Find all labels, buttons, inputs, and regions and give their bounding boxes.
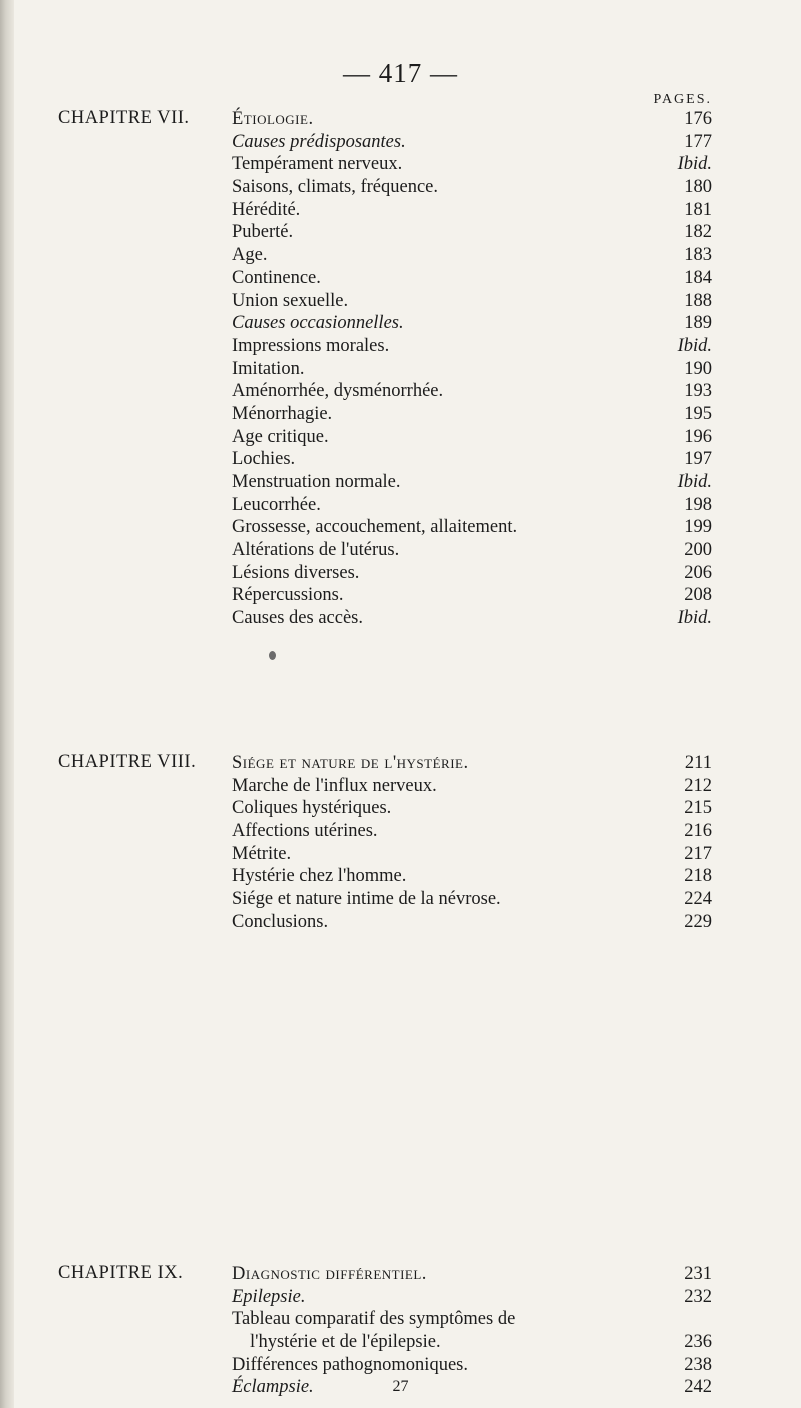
toc-entry: [232, 312, 712, 335]
chapter-entries: [232, 752, 712, 934]
entry-page: 206: [684, 562, 712, 583]
entry-title: Lochies.: [232, 449, 296, 470]
entry-page: 196: [684, 426, 712, 447]
toc-entry: [232, 199, 712, 222]
entry-title: Age critique.: [232, 426, 329, 447]
entry-title: Tableau comparatif des symptômes de: [232, 1309, 516, 1330]
entry-page: Ibid.: [677, 154, 712, 175]
entry-page: 224: [684, 889, 712, 910]
entry-title: Puberté.: [232, 222, 294, 243]
toc-entry: [232, 358, 712, 381]
entry-title: Métrite.: [232, 843, 292, 864]
entry-page: 208: [684, 585, 712, 606]
entry-title: Causes prédisposantes.: [232, 131, 406, 152]
chapter-label: CHAPITRE VII.: [58, 108, 190, 128]
entry-title: Saisons, climats, fréquence.: [232, 177, 439, 198]
entry-title: Conclusions.: [232, 911, 329, 932]
toc-entry: [232, 562, 712, 585]
entry-title: Répercussions.: [232, 585, 344, 606]
entry-page: 215: [684, 798, 712, 819]
entry-page: 218: [684, 866, 712, 887]
toc-entry: [232, 131, 712, 154]
entry-title: Siége et nature intime de la névrose.: [232, 889, 501, 910]
toc-entry: [232, 1286, 712, 1309]
toc-entry: [232, 865, 712, 888]
entry-page: 232: [684, 1286, 712, 1307]
page-number: — 417 —: [343, 58, 458, 88]
toc-entry: [232, 775, 712, 798]
toc-entry: [232, 380, 712, 403]
entry-page: Ibid.: [677, 608, 712, 629]
entry-title: Causes des accès.: [232, 608, 363, 629]
entry-page: 199: [684, 517, 712, 538]
entry-page: 180: [684, 177, 712, 198]
entry-title: Menstruation normale.: [232, 472, 401, 492]
entry-page: 197: [684, 449, 712, 470]
entry-title: Ménorrhagie.: [232, 403, 333, 424]
toc-entry: [232, 797, 712, 820]
entry-page: 200: [684, 540, 712, 561]
entry-page: Ibid.: [677, 472, 712, 492]
entry-title: Hystérie chez l'homme.: [232, 866, 407, 887]
entry-title: Age.: [232, 245, 268, 266]
chapter-label: CHAPITRE IX.: [58, 1263, 184, 1283]
entry-title: Tempérament nerveux.: [232, 154, 403, 175]
entry-title: Aménorrhée, dysménorrhée.: [232, 381, 444, 402]
toc-entry: [232, 403, 712, 426]
toc-entry: [232, 335, 712, 358]
toc-entry: [232, 108, 712, 131]
entry-title: Causes occasionnelles.: [232, 313, 404, 334]
toc-entry: [232, 843, 712, 866]
toc-entry: [232, 221, 712, 244]
entry-title: Hérédité.: [232, 199, 301, 220]
toc-entry: [232, 471, 712, 494]
toc-entry: [232, 584, 712, 607]
entry-title: Epilepsie.: [232, 1286, 306, 1307]
toc-entry: [232, 888, 712, 911]
entry-page: 188: [684, 290, 712, 311]
entry-title: Lésions diverses.: [232, 562, 360, 583]
entry-page: 177: [684, 131, 712, 152]
toc-entry: [232, 1308, 712, 1331]
toc-entry: [232, 1331, 712, 1354]
entry-page: 238: [684, 1354, 712, 1375]
entry-page: 198: [684, 494, 712, 515]
toc-entry: [232, 448, 712, 471]
toc-entry: [232, 607, 712, 630]
toc-entry: [232, 539, 712, 562]
toc-entry: [232, 267, 712, 290]
entry-title: Union sexuelle.: [232, 290, 349, 311]
chapter-label: CHAPITRE VIII.: [58, 752, 197, 772]
entry-title: Éclampsie.: [232, 1377, 314, 1398]
entry-page: 212: [684, 775, 712, 796]
margin-ink-dot: [269, 651, 276, 660]
entry-title: Siége et nature de l'hystérie.: [232, 753, 469, 773]
entry-page: Ibid.: [677, 335, 712, 356]
entry-title: Différences pathognomoniques.: [232, 1354, 468, 1375]
pages-column-header: PAGES.: [653, 92, 712, 107]
entry-title: Diagnostic différentiel.: [232, 1264, 427, 1284]
entry-page: 176: [684, 109, 712, 129]
chapter-entries: [232, 108, 712, 630]
toc-entry: [232, 290, 712, 313]
entry-title: Marche de l'influx nerveux.: [232, 775, 437, 796]
entry-title: l'hystérie et de l'épilepsie.: [250, 1332, 441, 1353]
entry-title: Leucorrhée.: [232, 494, 321, 515]
entry-page: 183: [684, 245, 712, 266]
entry-title: Altérations de l'utérus.: [232, 540, 400, 561]
toc-entry: [232, 1263, 712, 1286]
entry-page: 181: [684, 199, 712, 220]
toc-entry: [232, 244, 712, 267]
toc-entry: [232, 153, 712, 176]
entry-title: Coliques hystériques.: [232, 798, 392, 819]
toc-entry: [232, 176, 712, 199]
entry-page: 229: [684, 911, 712, 932]
entry-page: 242: [684, 1377, 712, 1398]
entry-page: 217: [684, 843, 712, 864]
entry-page: 184: [684, 267, 712, 288]
page-gutter-edge: [0, 0, 14, 1408]
toc-entry: [232, 820, 712, 843]
entry-page: 189: [684, 313, 712, 334]
entry-page: 193: [684, 381, 712, 402]
entry-title: Étiologie.: [232, 109, 314, 129]
entry-page: 211: [684, 753, 712, 773]
entry-title: Imitation.: [232, 358, 305, 379]
entry-page: 190: [684, 358, 712, 379]
entry-page: 216: [684, 821, 712, 842]
entry-title: Impressions morales.: [232, 335, 390, 356]
entry-title: Affections utérines.: [232, 821, 378, 842]
signature-mark: 27: [392, 1378, 409, 1395]
toc-entry: [232, 426, 712, 449]
entry-page: 195: [684, 403, 712, 424]
entry-page: 231: [684, 1264, 712, 1284]
toc-entry: [232, 911, 712, 934]
toc-entry: [232, 494, 712, 517]
entry-title: Grossesse, accouchement, allaitement.: [232, 517, 518, 538]
toc-entry: [232, 1354, 712, 1377]
entry-page: 236: [684, 1332, 712, 1353]
toc-entry: [232, 516, 712, 539]
entry-title: Continence.: [232, 267, 321, 288]
toc-entry: [232, 752, 712, 775]
entry-page: 182: [684, 222, 712, 243]
